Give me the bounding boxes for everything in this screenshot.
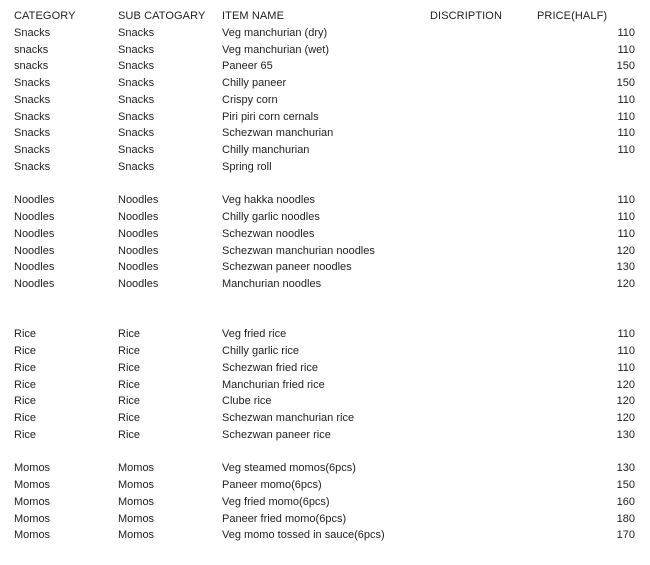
cell-category: Snacks (14, 144, 51, 156)
cell-sub-category: Snacks (118, 77, 155, 89)
cell-sub-category: Snacks (118, 127, 155, 140)
cell-item-name: Schezwan noodles (222, 227, 315, 240)
cell-price-half: 120 (616, 278, 635, 290)
cell-category: Noodles (14, 211, 55, 223)
table-row (14, 58, 635, 75)
header-sub-category: SUB CATOGARY (118, 10, 206, 22)
cell-sub-category: Momos (118, 479, 155, 491)
cell-item-name: Veg manchurian (wet) (222, 43, 329, 56)
table-row (14, 377, 635, 394)
table-row (14, 393, 635, 410)
cell-sub-category: Momos (118, 529, 155, 542)
cell-sub-category: Snacks (118, 160, 155, 173)
cell-price-half: 110 (617, 26, 635, 39)
cell-item-name: Veg steamed momos(6pcs) (222, 462, 356, 475)
cell-sub-category: Noodles (118, 244, 159, 257)
cell-price-half: 110 (617, 43, 635, 56)
cell-category: Noodles (14, 278, 55, 290)
cell-item-name: Crispy corn (222, 93, 278, 106)
cell-item-name: Paneer momo(6pcs) (222, 479, 322, 491)
cell-price-half: 160 (616, 495, 635, 508)
table-row (14, 192, 635, 209)
cell-item-name: Spring roll (222, 160, 272, 173)
cell-item-name: Veg manchurian (dry) (222, 26, 328, 39)
cell-price-half: 110 (617, 144, 635, 156)
table-row (14, 75, 635, 92)
cell-category: Rice (14, 395, 37, 408)
cell-item-name: Veg fried momo(6pcs) (222, 495, 330, 508)
cell-sub-category: Momos (118, 462, 155, 475)
table-row (14, 259, 635, 276)
table-row (14, 494, 635, 511)
cell-item-name: Schezwan paneer noodles (222, 261, 352, 274)
cell-item-name: Schezwan fried rice (222, 361, 318, 374)
cell-sub-category: Rice (118, 395, 141, 408)
table-row (14, 460, 635, 477)
cell-sub-category: Rice (118, 412, 141, 424)
cell-category: Snacks (14, 160, 51, 173)
cell-category: Rice (14, 328, 37, 341)
table-row (14, 226, 635, 243)
cell-price-half: 180 (616, 512, 635, 525)
cell-category: snacks (14, 60, 49, 73)
cell-category: Momos (14, 479, 51, 491)
cell-sub-category: Noodles (118, 227, 159, 240)
cell-sub-category: Noodles (118, 194, 159, 207)
cell-price-half: 120 (616, 244, 635, 257)
cell-price-half: 150 (616, 479, 635, 491)
cell-sub-category: Momos (118, 512, 155, 525)
table-row (14, 159, 635, 176)
cell-price-half: 110 (617, 227, 635, 240)
cell-price-half: 120 (616, 412, 635, 424)
cell-item-name: Chilly paneer (222, 77, 287, 89)
cell-sub-category: Noodles (118, 278, 159, 290)
cell-category: Snacks (14, 110, 51, 123)
cell-sub-category: Snacks (118, 144, 155, 156)
cell-sub-category: Snacks (118, 43, 155, 56)
header-item-name: ITEM NAME (222, 10, 285, 22)
table-row (14, 477, 635, 494)
cell-category: Momos (14, 529, 51, 542)
cell-category: Noodles (14, 244, 55, 257)
cell-item-name: Chilly manchurian (222, 144, 310, 156)
cell-price-half: 130 (616, 462, 635, 475)
cell-category: Noodles (14, 194, 55, 207)
cell-item-name: Veg fried rice (222, 328, 287, 341)
cell-sub-category: Momos (118, 495, 155, 508)
cell-price-half: 110 (617, 361, 635, 374)
cell-category: Momos (14, 462, 51, 475)
cell-item-name: Chilly garlic rice (222, 345, 300, 357)
table-row (14, 410, 635, 427)
cell-sub-category: Rice (118, 345, 141, 357)
cell-price-half: 110 (617, 93, 635, 106)
cell-price-half: 110 (617, 211, 635, 223)
table-row (14, 427, 635, 444)
cell-price-half: 150 (616, 77, 635, 89)
cell-price-half: 150 (616, 60, 635, 73)
cell-price-half: 170 (616, 529, 635, 542)
table-row (14, 142, 635, 159)
cell-category: Snacks (14, 77, 51, 89)
cell-price-half: 130 (616, 261, 635, 274)
cell-sub-category: Rice (118, 361, 141, 374)
cell-price-half: 110 (617, 110, 635, 123)
table-row (14, 25, 635, 42)
table-row (14, 243, 635, 260)
cell-item-name: Manchurian noodles (222, 278, 322, 290)
cell-sub-category: Snacks (118, 60, 155, 73)
cell-item-name: Paneer fried momo(6pcs) (222, 512, 347, 525)
cell-item-name: Veg hakka noodles (222, 194, 315, 207)
cell-category: Snacks (14, 93, 51, 106)
table-row (14, 42, 635, 59)
table-row (14, 92, 635, 109)
cell-category: snacks (14, 43, 49, 56)
blank-row (14, 444, 635, 461)
cell-sub-category: Snacks (118, 110, 155, 123)
header-description: DISCRIPTION (430, 10, 502, 22)
header-price-half: PRICE(HALF) (537, 10, 608, 22)
cell-price-half: 110 (617, 345, 635, 357)
table-row (14, 209, 635, 226)
cell-category: Momos (14, 512, 51, 525)
cell-sub-category: Rice (118, 328, 141, 341)
cell-item-name: Manchurian fried rice (222, 378, 325, 391)
cell-sub-category: Rice (118, 428, 141, 441)
table-row (14, 109, 635, 126)
cell-category: Rice (14, 428, 37, 441)
cell-item-name: Schezwan manchurian (222, 127, 334, 140)
blank-row (14, 176, 635, 193)
cell-sub-category: Noodles (118, 211, 159, 223)
cell-item-name: Schezwan paneer rice (222, 428, 331, 441)
cell-price-half: 120 (616, 378, 635, 391)
blank-row (14, 310, 635, 327)
table-row (14, 326, 635, 343)
cell-sub-category: Snacks (118, 26, 155, 39)
table-row (14, 360, 635, 377)
cell-price-half: 110 (617, 194, 635, 207)
cell-category: Rice (14, 361, 37, 374)
cell-category: Snacks (14, 127, 51, 140)
table-header-row (14, 8, 635, 25)
cell-price-half: 120 (616, 395, 635, 408)
cell-sub-category: Noodles (118, 261, 159, 274)
cell-item-name: Schezwan manchurian noodles (222, 244, 375, 257)
cell-item-name: Schezwan manchurian rice (222, 412, 355, 424)
cell-item-name: Chilly garlic noodles (222, 211, 320, 223)
table-row (14, 511, 635, 528)
cell-item-name: Veg momo tossed in sauce(6pcs) (222, 529, 385, 542)
cell-price-half: 130 (616, 428, 635, 441)
table-row (14, 125, 635, 142)
cell-item-name: Piri piri corn cernals (222, 110, 319, 123)
cell-category: Momos (14, 495, 51, 508)
blank-row (14, 293, 635, 310)
table-row (14, 276, 635, 293)
cell-item-name: Clube rice (222, 395, 272, 408)
cell-item-name: Paneer 65 (222, 60, 273, 73)
cell-price-half: 110 (617, 127, 635, 140)
table-row (14, 343, 635, 360)
cell-sub-category: Snacks (118, 93, 155, 106)
table-row (14, 527, 635, 544)
cell-category: Snacks (14, 26, 51, 39)
cell-price-half: 110 (617, 328, 635, 341)
cell-category: Rice (14, 345, 37, 357)
cell-sub-category: Rice (118, 378, 141, 391)
cell-category: Rice (14, 378, 37, 391)
cell-category: Rice (14, 412, 37, 424)
header-category: CATEGORY (14, 10, 76, 22)
cell-category: Noodles (14, 261, 55, 274)
cell-category: Noodles (14, 227, 55, 240)
